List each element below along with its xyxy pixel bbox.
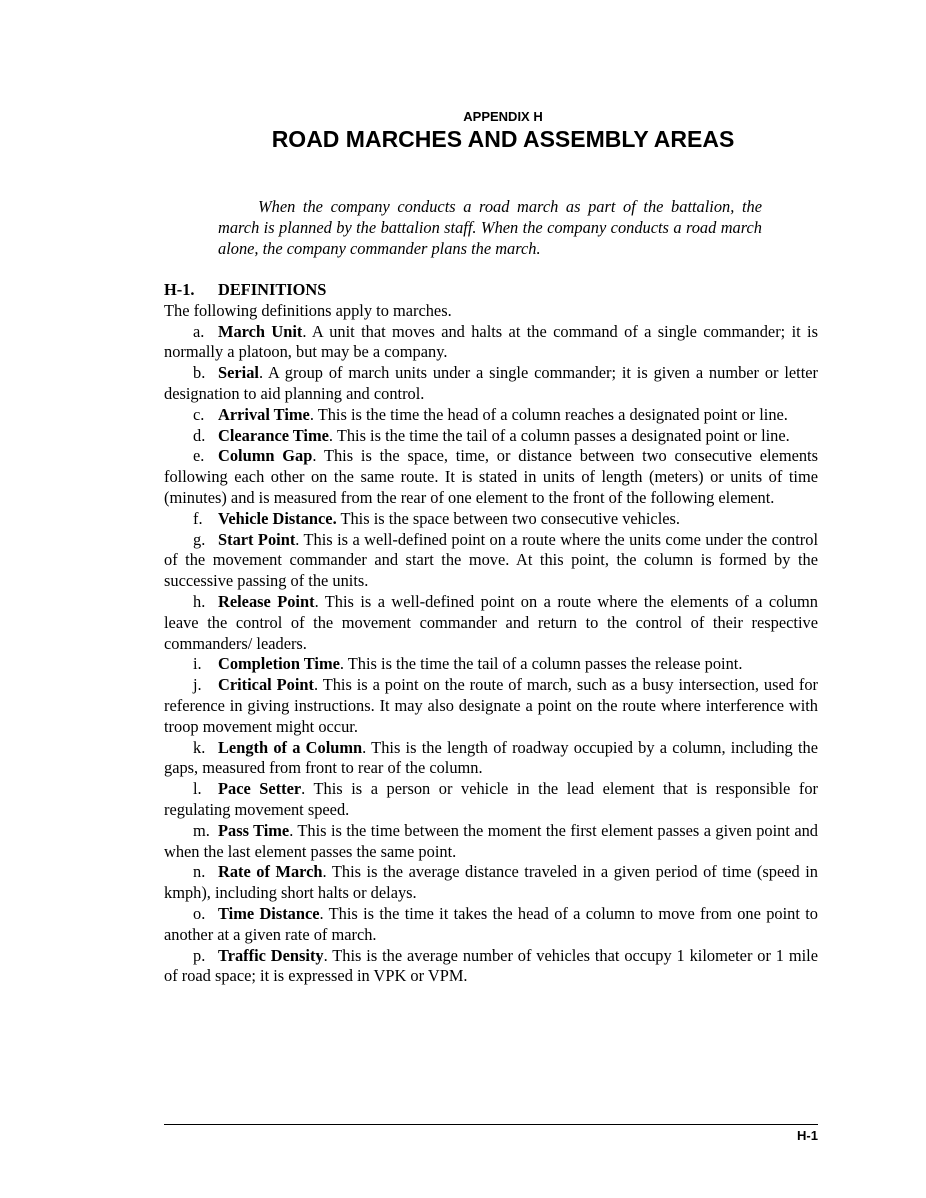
definition-item xyxy=(164,904,818,946)
definition-text: . This is the length of roadway occupied by a column, including the gaps, measured from front to rear of the column. xyxy=(164,737,818,778)
definition-text: . This is the time the tail of a column passes a designated point or line. xyxy=(328,425,790,445)
definition-term: Vehicle Distance. xyxy=(218,508,337,528)
definition-text: . This is the average number of vehicles that occupy 1 kilometer or 1 mile of road space; it is expressed in VPK or VPM. xyxy=(164,945,818,986)
definition-term: Completion Time xyxy=(218,654,340,674)
definition-term: Traffic Density xyxy=(218,945,324,965)
definition-term: Pass Time xyxy=(218,820,290,840)
definition-term: March Unit xyxy=(218,321,303,341)
definition-item xyxy=(164,363,818,405)
definition-letter: f. xyxy=(193,508,203,528)
definition-term: Arrival Time xyxy=(218,404,310,424)
definition-text: . This is the time the tail of a column passes the release point. xyxy=(339,654,743,674)
definition-term: Release Point xyxy=(218,591,315,611)
definition-text: . This is a point on the route of march, such as a busy intersection, used for reference in giving instructions. It may also designate a point on the route where interference with troop movement might occur. xyxy=(164,675,818,736)
definition-text: . This is a well-defined point on a route where the units come under the control of the movement commander and start the move. At this point, the column is formed by the successive passing of the units. xyxy=(164,529,819,591)
definition-item xyxy=(164,530,818,592)
definition-text: . A group of march units under a single commander; it is given a number or letter designation to aid planning and control. xyxy=(164,363,818,403)
definition-letter: b. xyxy=(193,363,206,383)
section-number: H-1. xyxy=(164,280,195,299)
definition-term: Time Distance xyxy=(218,903,320,923)
definition-text: . This is the time the head of a column reaches a designated point or line. xyxy=(309,404,788,424)
definition-term: Rate of March xyxy=(218,862,323,882)
definition-term: Clearance Time xyxy=(218,425,329,445)
definition-item xyxy=(164,592,818,654)
definition-text: . A unit that moves and halts at the command of a single commander; it is normally a platoon, but may be a company. xyxy=(164,321,818,362)
definition-item xyxy=(164,426,818,447)
definition-item xyxy=(164,405,818,426)
definition-letter: e. xyxy=(193,446,205,466)
definition-term: Serial xyxy=(218,363,259,383)
definition-text: . This is the average distance traveled in a given period of time (speed in kmph), including short halts or delays. xyxy=(164,862,818,903)
definitions-list xyxy=(164,322,818,988)
definition-item xyxy=(164,862,818,904)
section-lead: The following definitions apply to marches. xyxy=(164,300,452,320)
definition-text: . This is a person or vehicle in the lead element that is responsible for regulating movement speed. xyxy=(164,779,818,819)
appendix-label: APPENDIX H xyxy=(463,109,543,124)
definition-letter: c. xyxy=(193,404,205,424)
section-title: DEFINITIONS xyxy=(218,280,327,299)
definition-letter: m. xyxy=(193,820,210,840)
definition-text: . This is a well-defined point on a route where the elements of a column leave the control of the movement commander and return to the control of their respective commanders/ leaders. xyxy=(164,591,818,653)
definition-letter: h. xyxy=(193,591,206,611)
definition-term: Length of a Column xyxy=(218,737,363,757)
definition-letter: d. xyxy=(193,425,206,445)
page-title: ROAD MARCHES AND ASSEMBLY AREAS xyxy=(271,126,735,152)
definition-text: . This is the time it takes the head of a column to move from one point to another at a given rate of march. xyxy=(164,903,818,944)
definition-item xyxy=(164,654,818,675)
section-body xyxy=(164,280,818,987)
definition-letter: p. xyxy=(193,945,206,965)
definition-item xyxy=(164,738,818,780)
definition-letter: g. xyxy=(193,529,206,549)
definition-item xyxy=(164,446,818,508)
definition-letter: o. xyxy=(193,903,206,923)
definition-item xyxy=(164,322,818,364)
definition-text: This is the space between two consecutive vehicles. xyxy=(336,508,681,528)
definition-term: Pace Setter xyxy=(218,779,302,799)
definition-term: Critical Point xyxy=(218,675,314,695)
page-number: H-1 xyxy=(797,1128,818,1143)
definition-text: . This is the space, time, or distance between two consecutive elements following each other on the same route. It is stated in units of length (meters) or units of time (minutes) and is measured from the rear of one element to the front of the following element. xyxy=(164,446,818,507)
definition-letter: n. xyxy=(193,862,206,882)
definition-text: . This is the time between the moment the first element passes a given point and when the last element passes the same point. xyxy=(164,820,818,861)
definition-item xyxy=(164,675,818,737)
definition-term: Start Point xyxy=(218,529,296,549)
definition-item xyxy=(164,779,818,821)
definition-letter: l. xyxy=(193,779,202,799)
section-heading xyxy=(164,280,818,301)
definition-item xyxy=(164,821,818,863)
definition-item xyxy=(164,946,818,988)
definition-letter: k. xyxy=(193,737,206,757)
definition-letter: i. xyxy=(193,654,202,674)
definition-term: Column Gap xyxy=(218,446,313,466)
intro-paragraph: When the company conducts a road march as part of the battalion, the march is planned by the battalion staff. When the company conducts a road march alone, the company commander plans the march. xyxy=(218,197,762,258)
definition-item xyxy=(164,509,818,530)
definition-letter: a. xyxy=(193,321,205,341)
footer-divider xyxy=(164,1124,818,1125)
definition-letter: j. xyxy=(193,675,202,695)
